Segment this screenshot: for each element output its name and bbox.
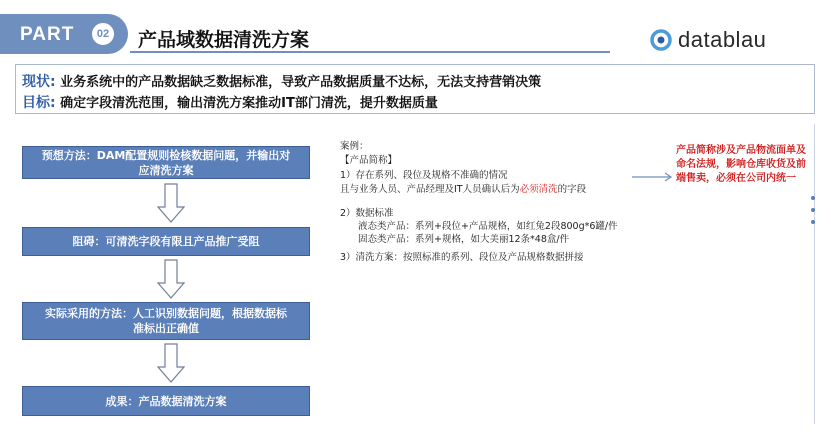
- status-key: 现状:: [22, 74, 56, 90]
- status-goal-box: [15, 64, 815, 114]
- goal-line: [22, 92, 438, 112]
- case-item-2-solid: 固态类产品：系列+规格，如大美丽12条*48盒/件: [358, 234, 570, 245]
- divider: [814, 124, 815, 424]
- case-item-2-title: 2）数据标准: [340, 208, 394, 219]
- highlight-note: 产品简称涉及产品物流面单及命名法规，影响仓库收货及前端售卖，必须在公司内统一: [676, 145, 806, 184]
- flow-step-result: 成果：产品数据清洗方案: [22, 386, 310, 416]
- flow-step-obstacle: 阻碍：可清洗字段有限且产品推广受阻: [22, 227, 310, 256]
- case-item-1-highlight: 必须清洗: [519, 184, 558, 195]
- part-label: PART: [20, 24, 75, 45]
- down-arrow-icon: [157, 343, 185, 383]
- dot-icon: [811, 208, 815, 212]
- logo-text: datablau: [678, 27, 767, 52]
- down-arrow-icon: [157, 259, 185, 299]
- status-line: [22, 71, 541, 91]
- title-underline: [130, 51, 610, 53]
- case-item-3: 3）清洗方案：按照标准的系列、段位及产品规格数据拼接: [340, 252, 584, 263]
- status-text: 业务系统中的产品数据缺乏数据标准，导致产品数据质量不达标，无法支持营销决策: [60, 75, 542, 90]
- right-arrow-icon: [632, 172, 674, 182]
- case-item-1-detail: [340, 181, 586, 195]
- flow-step-actual-method: 实际采用的方法：人工识别数据问题，根据数据标准标出正确值: [22, 302, 310, 340]
- flow-step-expected-method: 预想方法：DAM配置规则检核数据问题，并输出对应清洗方案: [22, 146, 310, 179]
- case-item-1: 1）存在系列、段位及规格不准确的情况: [340, 170, 508, 181]
- down-arrow-icon: [157, 183, 185, 223]
- case-item-2-liquid: 液态类产品：系列+段位+产品规格，如红兔2段800g*6罐/件: [358, 221, 618, 232]
- part-number-badge: 02: [90, 21, 116, 47]
- case-item-1-prefix: 且与业务人员、产品经理及IT人员确认后为: [340, 184, 520, 195]
- goal-text: 确定字段清洗范围，输出清洗方案推动IT部门清洗，提升数据质量: [60, 96, 438, 111]
- case-item-1-suffix: 的字段: [557, 184, 587, 195]
- case-heading: 案例：: [340, 141, 369, 152]
- goal-key: 目标:: [22, 95, 56, 111]
- dot-icon: [811, 220, 815, 224]
- page-dots: [811, 196, 817, 232]
- datablau-logo-icon: [650, 29, 672, 51]
- dot-icon: [811, 196, 815, 200]
- page-title: 产品域数据清洗方案: [138, 29, 310, 51]
- case-bracket-title: 【产品简称】: [340, 155, 398, 166]
